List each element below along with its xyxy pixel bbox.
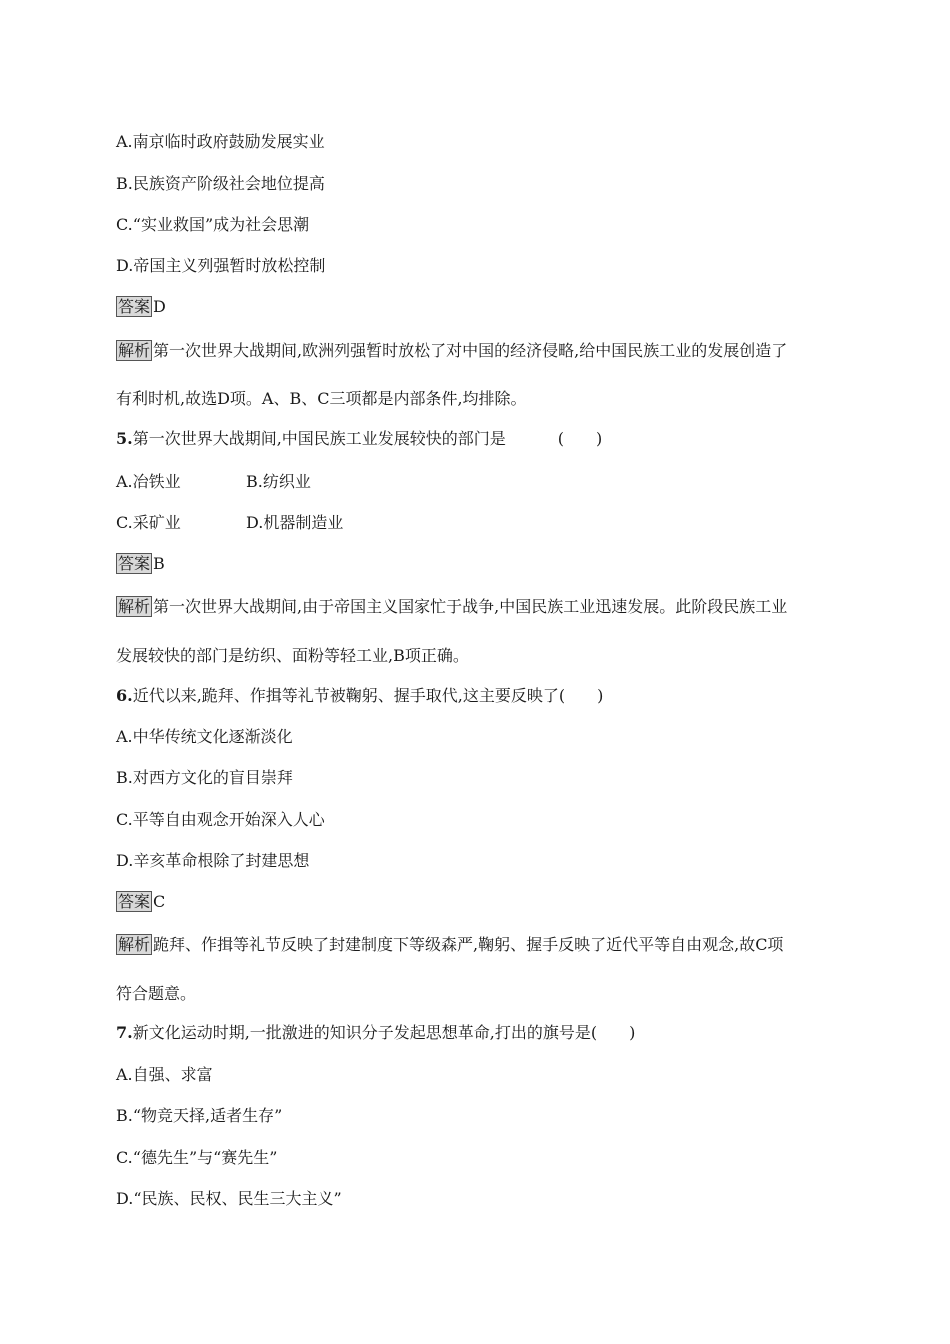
q6-answer xyxy=(116,891,165,913)
q5-options-row2 xyxy=(116,512,344,534)
question-number: 6. xyxy=(116,686,133,705)
analysis-text: 跪拜、作揖等礼节反映了封建制度下等级森严,鞠躬、握手反映了近代平等自由观念,故C项 xyxy=(153,935,784,954)
q6-analysis-line1 xyxy=(116,934,783,956)
q4-answer xyxy=(116,296,166,318)
answer-tag: 答案 xyxy=(118,297,151,316)
q5-analysis-line2: 发展较快的部门是纺织、面粉等轻工业,B项正确。 xyxy=(116,646,469,665)
q7-option-b: B.“物竞天择,适者生存” xyxy=(116,1106,283,1125)
question-text: 近代以来,跪拜、作揖等礼节被鞠躬、握手取代,这主要反映了( ) xyxy=(132,686,604,705)
q5-stem xyxy=(116,428,602,450)
q6-option-c: C.平等自由观念开始深入人心 xyxy=(116,810,325,829)
answer-value: B xyxy=(153,554,165,573)
q5-option-c: C.采矿业 xyxy=(116,513,181,532)
q6-stem xyxy=(116,685,603,707)
q5-options-row1 xyxy=(116,471,311,493)
answer-value: D xyxy=(153,297,166,316)
analysis-text: 第一次世界大战期间,欧洲列强暂时放松了对中国的经济侵略,给中国民族工业的发展创造了 xyxy=(153,341,788,360)
question-number: 7. xyxy=(116,1023,133,1042)
q7-stem xyxy=(116,1022,635,1044)
q4-option-a: A.南京临时政府鼓励发展实业 xyxy=(116,132,325,151)
analysis-text: 第一次世界大战期间,由于帝国主义国家忙于战争,中国民族工业迅速发展。此阶段民族工业 xyxy=(153,597,788,616)
answer-value: C xyxy=(153,892,166,911)
q7-option-d: D.“民族、民权、民生三大主义” xyxy=(116,1189,342,1208)
analysis-tag: 解析 xyxy=(118,935,151,954)
q5-option-d: D.机器制造业 xyxy=(246,513,344,532)
answer-blank: ( ) xyxy=(557,429,603,448)
q6-analysis-line2: 符合题意。 xyxy=(116,984,197,1003)
question-number: 5. xyxy=(116,429,133,448)
analysis-tag: 解析 xyxy=(118,341,151,360)
question-text: 新文化运动时期,一批激进的知识分子发起思想革命,打出的旗号是( ) xyxy=(132,1023,636,1042)
answer-tag: 答案 xyxy=(118,554,151,573)
q5-analysis-line1 xyxy=(116,596,787,618)
q7-option-c: C.“德先生”与“赛先生” xyxy=(116,1148,278,1167)
question-text: 第一次世界大战期间,中国民族工业发展较快的部门是 xyxy=(132,429,506,448)
q5-option-b: B.纺织业 xyxy=(246,472,311,491)
q6-option-b: B.对西方文化的盲目崇拜 xyxy=(116,768,293,787)
q5-answer xyxy=(116,553,165,575)
q4-option-c: C.“实业救国”成为社会思潮 xyxy=(116,215,310,234)
q4-analysis-line2: 有利时机,故选D项。A、B、C三项都是内部条件,均排除。 xyxy=(116,389,527,408)
q4-option-b: B.民族资产阶级社会地位提高 xyxy=(116,174,325,193)
q4-option-d: D.帝国主义列强暂时放松控制 xyxy=(116,256,326,275)
q4-analysis-line1 xyxy=(116,340,787,362)
answer-tag: 答案 xyxy=(118,892,151,911)
q6-option-a: A.中华传统文化逐渐淡化 xyxy=(116,727,293,746)
q7-option-a: A.自强、求富 xyxy=(116,1065,213,1084)
analysis-tag: 解析 xyxy=(118,597,151,616)
q5-option-a: A.冶铁业 xyxy=(116,472,181,491)
q6-option-d: D.辛亥革命根除了封建思想 xyxy=(116,851,310,870)
